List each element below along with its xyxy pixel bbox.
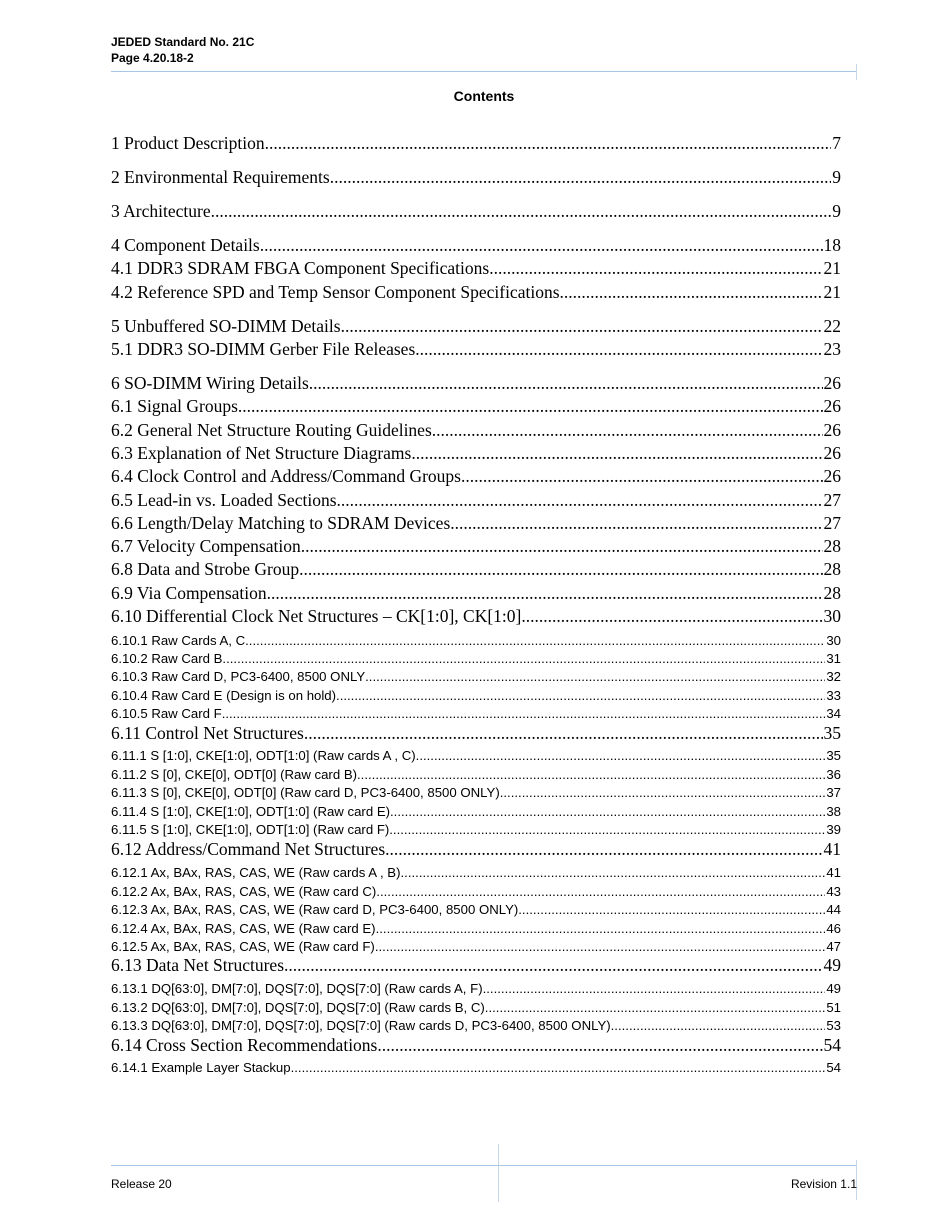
toc-entry-page: 26 (823, 420, 841, 440)
toc-entry-page: 36 (826, 767, 841, 782)
toc-entry[interactable] (111, 489, 841, 511)
toc-entry-label: 4.2 Reference SPD and Temp Sensor Component Specifications (111, 282, 560, 302)
page-number: Page 4.20.18-2 (111, 51, 194, 65)
footer-revision: Revision 1.1 (790, 1177, 857, 1191)
toc-entry-page: 35 (823, 723, 841, 743)
toc-entry-page: 27 (823, 513, 841, 533)
toc-entry-label: 6.13.1 DQ[63:0], DM[7:0], DQS[7:0], DQS[7:0] (Raw cards A, F) (111, 981, 483, 996)
toc-entry-label: 3 Architecture (111, 201, 211, 221)
toc-leader-dots (390, 803, 825, 821)
toc-entry[interactable] (111, 395, 841, 417)
toc-leader-dots (301, 535, 823, 557)
toc-entry-page: 28 (823, 583, 841, 603)
toc-entry[interactable] (111, 920, 841, 938)
toc-leader-dots (330, 166, 832, 188)
toc-entry[interactable] (111, 132, 841, 154)
toc-leader-dots (222, 705, 826, 723)
toc-entry-page: 30 (823, 606, 841, 626)
toc-leader-dots (376, 883, 825, 901)
toc-entry-label: 6.12.5 Ax, BAx, RAS, CAS, WE (Raw card F) (111, 939, 375, 954)
toc-entry-page: 9 (832, 201, 841, 221)
toc-entry[interactable] (111, 705, 841, 723)
toc-entry-page: 22 (823, 316, 841, 336)
toc-entry[interactable] (111, 650, 841, 668)
toc-leader-dots (267, 582, 823, 604)
toc-entry-label: 6.11 Control Net Structures (111, 723, 304, 743)
toc-entry[interactable] (111, 766, 841, 784)
toc-leader-dots (411, 442, 822, 464)
toc-entry-page: 54 (823, 1035, 841, 1055)
toc-entry[interactable] (111, 980, 841, 998)
toc-entry-label: 5.1 DDR3 SO-DIMM Gerber File Releases (111, 339, 416, 359)
toc-entry-label: 6.12.3 Ax, BAx, RAS, CAS, WE (Raw card D, PC3-6400, 8500 ONLY) (111, 902, 519, 917)
toc-leader-dots (518, 901, 825, 919)
toc-entry-page: 26 (823, 466, 841, 486)
toc-entry-label: 6.14 Cross Section Recommendations (111, 1035, 378, 1055)
toc-entry-page: 31 (826, 651, 841, 666)
toc-entry-page: 47 (826, 939, 841, 954)
toc-leader-dots (611, 1017, 826, 1035)
toc-entry-label: 6.7 Velocity Compensation (111, 536, 301, 556)
toc-entry-page: 49 (826, 981, 841, 996)
toc-entry-page: 21 (823, 282, 841, 302)
toc-leader-dots (357, 766, 825, 784)
page-header (111, 34, 254, 66)
toc-entry-label: 6.11.2 S [0], CKE[0], ODT[0] (Raw card B) (111, 767, 358, 782)
toc-entry-label: 6.11.3 S [0], CKE[0], ODT[0] (Raw card D, PC3-6400, 8500 ONLY) (111, 785, 500, 800)
toc-entry-label: 6.11.4 S [1:0], CKE[1:0], ODT[1:0] (Raw card E) (111, 804, 391, 819)
toc-entry[interactable] (111, 632, 841, 650)
toc-entry[interactable] (111, 821, 841, 839)
toc-entry-label: 6.12.1 Ax, BAx, RAS, CAS, WE (Raw cards A , B) (111, 865, 401, 880)
toc-entry[interactable] (111, 535, 841, 557)
toc-entry-page: 26 (823, 396, 841, 416)
toc-leader-dots (415, 338, 822, 360)
toc-entry[interactable] (111, 747, 841, 765)
toc-entry[interactable] (111, 200, 841, 222)
toc-entry-label: 6.5 Lead-in vs. Loaded Sections (111, 490, 337, 510)
toc-entry[interactable] (111, 315, 841, 337)
toc-entry-label: 6.4 Clock Control and Address/Command Groups (111, 466, 461, 486)
contents-title: Contents (453, 88, 515, 104)
toc-leader-dots (245, 632, 825, 650)
toc-entry-label: 6.11.1 S [1:0], CKE[1:0], ODT[1:0] (Raw cards A , C) (111, 748, 416, 763)
toc-entry[interactable] (111, 257, 841, 279)
toc-entry-label: 6.12.4 Ax, BAx, RAS, CAS, WE (Raw card E) (111, 921, 376, 936)
toc-entry-label: 6.3 Explanation of Net Structure Diagrams (111, 443, 412, 463)
toc-leader-dots (238, 395, 823, 417)
toc-entry-label: 4 Component Details (111, 235, 260, 255)
toc-entry[interactable] (111, 668, 841, 686)
header-rule (111, 71, 857, 72)
toc-entry[interactable] (111, 784, 841, 802)
toc-entry[interactable] (111, 803, 841, 821)
toc-entry-page: 53 (826, 1018, 841, 1033)
toc-entry-page: 26 (823, 443, 841, 463)
toc-entry-label: 6.2 General Net Structure Routing Guidelines (111, 420, 432, 440)
toc-entry[interactable] (111, 512, 841, 534)
toc-entry-label: 6.6 Length/Delay Matching to SDRAM Devices (111, 513, 451, 533)
toc-leader-dots (450, 512, 822, 534)
toc-entry-page: 44 (826, 902, 841, 917)
toc-entry-page: 21 (823, 258, 841, 278)
toc-entry-label: 6.10.4 Raw Card E (Design is on hold) (111, 688, 337, 703)
toc-entry[interactable] (111, 1034, 841, 1056)
toc-entry-page: 37 (826, 785, 841, 800)
toc-entry[interactable] (111, 864, 841, 882)
toc-entry-label: 6.10.1 Raw Cards A, C (111, 633, 246, 648)
toc-entry[interactable] (111, 999, 841, 1017)
toc-entry-label: 4.1 DDR3 SDRAM FBGA Component Specifications (111, 258, 490, 278)
toc-leader-dots (365, 668, 825, 686)
toc-entry-label: 2 Environmental Requirements (111, 167, 330, 187)
toc-entry[interactable] (111, 901, 841, 919)
toc-leader-dots (401, 864, 826, 882)
toc-entry-page: 41 (826, 865, 841, 880)
toc-leader-dots (432, 419, 823, 441)
toc-leader-dots (560, 281, 823, 303)
toc-entry-label: 6.13 Data Net Structures (111, 955, 285, 975)
toc-entry[interactable] (111, 582, 841, 604)
toc-entry-page: 41 (823, 839, 841, 859)
toc-entry-label: 6.10 Differential Clock Net Structures – CK[1:0], CK[1:0] (111, 606, 522, 626)
toc-leader-dots (291, 1059, 826, 1077)
toc-entry-page: 23 (823, 339, 841, 359)
toc-entry-page: 35 (826, 748, 841, 763)
toc-leader-dots (337, 489, 823, 511)
toc-entry-label: 6.11.5 S [1:0], CKE[1:0], ODT[1:0] (Raw card F) (111, 822, 390, 837)
footer-release: Release 20 (111, 1177, 172, 1191)
toc-entry[interactable] (111, 1017, 841, 1035)
toc-entry[interactable] (111, 419, 841, 441)
toc-entry[interactable] (111, 234, 841, 256)
toc-entry-label: 6.12 Address/Command Net Structures (111, 839, 386, 859)
toc-entry[interactable] (111, 605, 841, 627)
toc-leader-dots (309, 372, 823, 394)
toc-entry-page: 34 (826, 706, 841, 721)
toc-entry-label: 6.12.2 Ax, BAx, RAS, CAS, WE (Raw card C) (111, 884, 377, 899)
toc-entry-label: 6.1 Signal Groups (111, 396, 238, 416)
toc-leader-dots (485, 999, 826, 1017)
toc-entry-label: 6.10.5 Raw Card F (111, 706, 222, 721)
header-rule-tick (856, 64, 857, 80)
toc-leader-dots (376, 920, 826, 938)
toc-entry-page: 51 (826, 1000, 841, 1015)
toc-entry-label: 6.14.1 Example Layer Stackup (111, 1060, 291, 1075)
toc-leader-dots (416, 747, 826, 765)
toc-entry[interactable] (111, 281, 841, 303)
toc-entry-page: 7 (832, 133, 841, 153)
toc-entry-label: 6.8 Data and Strobe Group (111, 559, 300, 579)
toc-leader-dots (304, 722, 823, 744)
toc-entry[interactable] (111, 558, 841, 580)
toc-entry-page: 49 (823, 955, 841, 975)
footer-rule (111, 1165, 857, 1166)
toc-entry-label: 6.10.3 Raw Card D, PC3-6400, 8500 ONLY (111, 669, 366, 684)
toc-entry[interactable] (111, 166, 841, 188)
toc-entry[interactable] (111, 372, 841, 394)
standard-name: JEDED Standard No. 21C (111, 35, 255, 49)
toc-entry-page: 18 (823, 235, 841, 255)
toc-leader-dots (341, 315, 823, 337)
toc-entry-page: 32 (826, 669, 841, 684)
toc-entry[interactable] (111, 338, 841, 360)
toc-entry-label: 1 Product Description (111, 133, 265, 153)
toc-leader-dots (377, 1034, 822, 1056)
toc-entry-page: 26 (823, 373, 841, 393)
toc-leader-dots (265, 132, 832, 154)
toc-entry-label: 6.9 Via Compensation (111, 583, 267, 603)
toc-entry-page: 38 (826, 804, 841, 819)
toc-entry[interactable] (111, 954, 841, 976)
toc-entry-page: 43 (826, 884, 841, 899)
toc-leader-dots (211, 200, 832, 222)
toc-entry-label: 6.13.3 DQ[63:0], DM[7:0], DQS[7:0], DQS[7:0] (Raw cards D, PC3-6400, 8500 ONLY) (111, 1018, 611, 1033)
toc-entry[interactable] (111, 838, 841, 860)
toc-entry[interactable] (111, 442, 841, 464)
toc-leader-dots (461, 465, 823, 487)
toc-leader-dots (222, 650, 825, 668)
toc-leader-dots (336, 687, 825, 705)
toc-entry[interactable] (111, 465, 841, 487)
toc-leader-dots (500, 784, 826, 802)
toc-leader-dots (284, 954, 822, 976)
toc-entry-page: 30 (826, 633, 841, 648)
toc-entry-label: 6 SO-DIMM Wiring Details (111, 373, 309, 393)
toc-entry-page: 28 (823, 559, 841, 579)
toc-entry-page: 54 (826, 1060, 841, 1075)
toc-leader-dots (260, 234, 823, 256)
toc-entry-label: 6.13.2 DQ[63:0], DM[7:0], DQS[7:0], DQS[7:0] (Raw cards B, C) (111, 1000, 485, 1015)
toc-entry[interactable] (111, 883, 841, 901)
toc-entry-page: 46 (826, 921, 841, 936)
toc-entry-page: 27 (823, 490, 841, 510)
toc-leader-dots (299, 558, 822, 580)
toc-leader-dots (521, 605, 822, 627)
toc-entry[interactable] (111, 687, 841, 705)
toc-entry[interactable] (111, 1059, 841, 1077)
toc-entry-page: 28 (823, 536, 841, 556)
toc-entry-label: 6.10.2 Raw Card B (111, 651, 223, 666)
toc-leader-dots (389, 821, 825, 839)
toc-leader-dots (489, 257, 822, 279)
toc-entry-page: 33 (826, 688, 841, 703)
toc-leader-dots (483, 980, 826, 998)
toc-leader-dots (385, 838, 822, 860)
toc-entry-page: 9 (832, 167, 841, 187)
footer-divider (498, 1144, 499, 1202)
toc-entry-label: 5 Unbuffered SO-DIMM Details (111, 316, 341, 336)
toc-entry[interactable] (111, 722, 841, 744)
toc-entry-page: 39 (826, 822, 841, 837)
